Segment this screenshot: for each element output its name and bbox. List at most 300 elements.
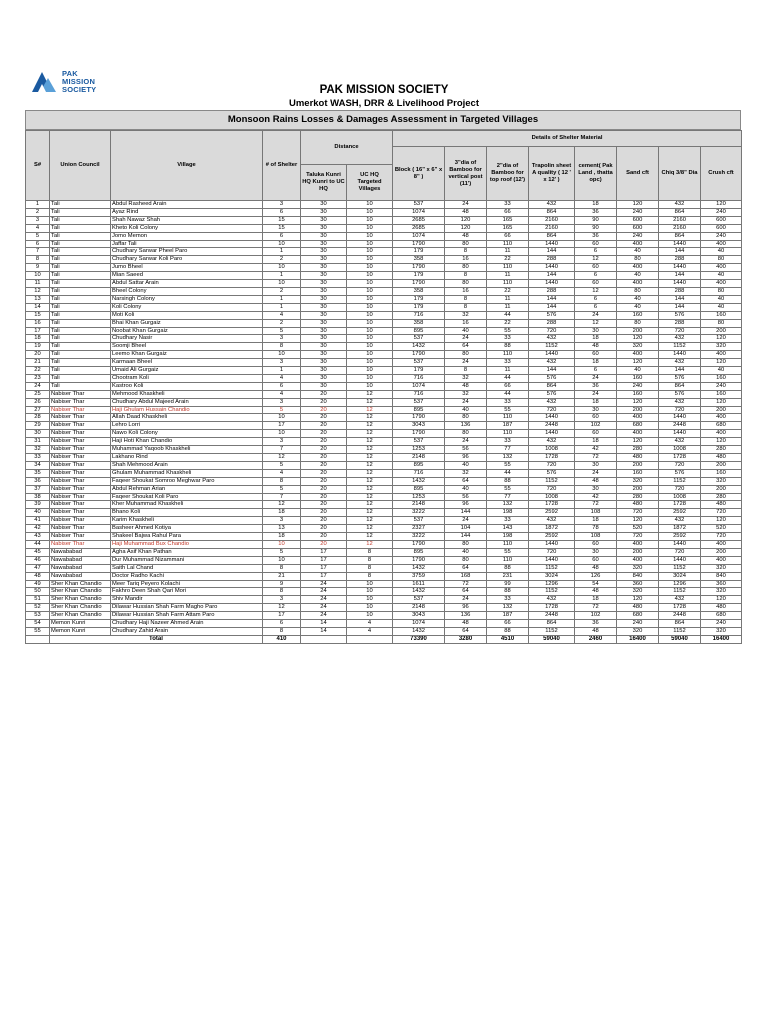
cell-crush: 720 (701, 509, 742, 517)
cell-village: Muhammad Yaqoob Khaskheli (111, 446, 263, 454)
cell-dist-taluka: 30 (301, 264, 347, 272)
cell-dist-taluka: 17 (301, 548, 347, 556)
cell-bamboo-2: 110 (487, 264, 529, 272)
cell-trapolin: 1440 (529, 414, 575, 422)
cell-bamboo-3: 40 (445, 327, 487, 335)
table-row (26, 430, 742, 438)
total-chiq: 59040 (659, 635, 701, 643)
cell-crush: 40 (701, 367, 742, 375)
cell-shelter: 17 (263, 612, 301, 620)
cell-sno: 45 (26, 548, 50, 556)
cell-block: 1253 (393, 493, 445, 501)
cell-dist-taluka: 20 (301, 406, 347, 414)
cell-bamboo-2: 77 (487, 446, 529, 454)
cell-union-council: Tali (50, 264, 111, 272)
cell-dist-uc: 10 (347, 367, 393, 375)
cell-union-council: Sher Khan Chandio (50, 596, 111, 604)
cell-block: 179 (393, 272, 445, 280)
cell-block: 179 (393, 303, 445, 311)
table-row (26, 272, 742, 280)
cell-union-council: Memon Kunri (50, 627, 111, 635)
cell-shelter: 3 (263, 596, 301, 604)
cell-sand: 720 (617, 533, 659, 541)
cell-block: 537 (393, 398, 445, 406)
cell-union-council: Nabiser Thar (50, 461, 111, 469)
cell-trapolin: 2448 (529, 612, 575, 620)
cell-sand: 600 (617, 224, 659, 232)
cell-union-council: Nabiser Thar (50, 430, 111, 438)
cell-crush: 40 (701, 303, 742, 311)
cell-crush: 200 (701, 327, 742, 335)
cell-village: Narsingh Colony (111, 295, 263, 303)
cell-bamboo-2: 88 (487, 477, 529, 485)
cell-bamboo-3: 40 (445, 485, 487, 493)
cell-dist-taluka: 20 (301, 438, 347, 446)
cell-crush: 400 (701, 430, 742, 438)
cell-block: 716 (393, 390, 445, 398)
cell-bamboo-2: 110 (487, 540, 529, 548)
cell-bamboo-3: 24 (445, 517, 487, 525)
cell-chiq: 1440 (659, 280, 701, 288)
cell-shelter: 1 (263, 367, 301, 375)
cell-dist-taluka: 30 (301, 287, 347, 295)
cell-sno: 11 (26, 280, 50, 288)
cell-bamboo-3: 16 (445, 287, 487, 295)
cell-sno: 27 (26, 406, 50, 414)
cell-dist-taluka: 30 (301, 224, 347, 232)
table-row (26, 327, 742, 335)
cell-sand: 400 (617, 264, 659, 272)
cell-union-council: Nabiser Thar (50, 406, 111, 414)
cell-village: Bhai Khan Gurgaiz (111, 319, 263, 327)
cell-sno: 38 (26, 493, 50, 501)
cell-sand: 120 (617, 335, 659, 343)
cell-union-council: Nabiser Thar (50, 540, 111, 548)
cell-sand: 160 (617, 374, 659, 382)
cell-dist-uc: 10 (347, 295, 393, 303)
cell-sno: 39 (26, 501, 50, 509)
cell-village: Leemo Khan Gurgaiz (111, 351, 263, 359)
cell-village: Agha Asif Khan Pathan (111, 548, 263, 556)
cell-sno: 24 (26, 382, 50, 390)
cell-dist-uc: 12 (347, 501, 393, 509)
cell-crush: 600 (701, 216, 742, 224)
cell-bamboo-3: 24 (445, 359, 487, 367)
cell-crush: 280 (701, 446, 742, 454)
col-dist-taluka: Taluka Kunri HQ Kunri to UC HQ (301, 165, 347, 201)
cell-trapolin: 1728 (529, 604, 575, 612)
cell-bamboo-2: 33 (487, 398, 529, 406)
cell-crush: 480 (701, 501, 742, 509)
cell-dist-uc: 12 (347, 533, 393, 541)
table-row (26, 319, 742, 327)
cell-sno: 9 (26, 264, 50, 272)
cell-chiq: 288 (659, 256, 701, 264)
cell-union-council: Nabiser Thar (50, 477, 111, 485)
cell-dist-taluka: 20 (301, 390, 347, 398)
cell-bamboo-3: 120 (445, 216, 487, 224)
cell-union-council: Tali (50, 319, 111, 327)
cell-bamboo-3: 80 (445, 264, 487, 272)
cell-village: Saith Lal Chand (111, 564, 263, 572)
cell-dist-taluka: 20 (301, 517, 347, 525)
cell-block: 1790 (393, 351, 445, 359)
cell-shelter: 15 (263, 216, 301, 224)
cell-sand: 240 (617, 232, 659, 240)
cell-block: 179 (393, 367, 445, 375)
cell-bamboo-2: 110 (487, 280, 529, 288)
cell-union-council: Nabiser Thar (50, 517, 111, 525)
cell-trapolin: 576 (529, 374, 575, 382)
cell-sand: 80 (617, 319, 659, 327)
cell-block: 1253 (393, 446, 445, 454)
cell-crush: 600 (701, 224, 742, 232)
cell-sand: 160 (617, 469, 659, 477)
cell-sand: 400 (617, 540, 659, 548)
cell-trapolin: 576 (529, 390, 575, 398)
cell-dist-uc: 10 (347, 232, 393, 240)
cell-trapolin: 720 (529, 461, 575, 469)
cell-trapolin: 2160 (529, 216, 575, 224)
cell-dist-taluka: 20 (301, 469, 347, 477)
cell-cement: 24 (575, 469, 617, 477)
cell-union-council: Tali (50, 248, 111, 256)
cell-village: Chudhary Haji Nazeer Ahmed Arain (111, 620, 263, 628)
cell-sand: 680 (617, 612, 659, 620)
cell-bamboo-3: 72 (445, 580, 487, 588)
cell-cement: 60 (575, 556, 617, 564)
cell-dist-taluka: 20 (301, 501, 347, 509)
cell-shelter: 2 (263, 287, 301, 295)
cell-sand: 840 (617, 572, 659, 580)
cell-union-council: Nabiser Thar (50, 533, 111, 541)
cell-bamboo-3: 80 (445, 556, 487, 564)
cell-union-council: Tali (50, 295, 111, 303)
table-row (26, 374, 742, 382)
cell-bamboo-2: 66 (487, 620, 529, 628)
cell-union-council: Tali (50, 216, 111, 224)
cell-sno: 49 (26, 580, 50, 588)
cell-crush: 200 (701, 548, 742, 556)
cell-cement: 36 (575, 232, 617, 240)
cell-trapolin: 576 (529, 469, 575, 477)
cell-bamboo-3: 24 (445, 438, 487, 446)
cell-sand: 400 (617, 280, 659, 288)
total-shelter: 410 (263, 635, 301, 643)
cell-village: Chootram Koli (111, 374, 263, 382)
cell-village: Jaffar Tali (111, 240, 263, 248)
cell-cement: 48 (575, 588, 617, 596)
cell-cement: 60 (575, 430, 617, 438)
cell-trapolin: 576 (529, 311, 575, 319)
cell-chiq: 432 (659, 335, 701, 343)
cell-sno: 47 (26, 564, 50, 572)
project-name: Umerkot WASH, DRR & Livelihood Project (288, 98, 480, 109)
cell-cement: 102 (575, 612, 617, 620)
cell-cement: 18 (575, 596, 617, 604)
cell-shelter: 5 (263, 485, 301, 493)
cell-dist-taluka: 30 (301, 272, 347, 280)
cell-sand: 120 (617, 438, 659, 446)
cell-crush: 680 (701, 612, 742, 620)
cell-crush: 160 (701, 311, 742, 319)
cell-chiq: 288 (659, 287, 701, 295)
cell-trapolin: 144 (529, 303, 575, 311)
cell-village: Chudhary Nasir (111, 335, 263, 343)
table-row (26, 335, 742, 343)
cell-dist-uc: 12 (347, 446, 393, 454)
cell-sno: 16 (26, 319, 50, 327)
cell-cement: 60 (575, 414, 617, 422)
cell-union-council: Nabiser Thar (50, 485, 111, 493)
cell-dist-taluka: 30 (301, 280, 347, 288)
cell-bamboo-3: 96 (445, 501, 487, 509)
cell-cement: 48 (575, 343, 617, 351)
cell-union-council: Nabiser Thar (50, 422, 111, 430)
cell-bamboo-3: 80 (445, 414, 487, 422)
cell-union-council: Tali (50, 303, 111, 311)
cell-crush: 400 (701, 351, 742, 359)
cell-village: Dilawar Hussian Shah Farm Attam Paro (111, 612, 263, 620)
table-row (26, 477, 742, 485)
cell-village: Mian Saeed (111, 272, 263, 280)
cell-crush: 240 (701, 208, 742, 216)
cell-chiq: 144 (659, 303, 701, 311)
total-block: 73390 (393, 635, 445, 643)
cell-block: 1074 (393, 620, 445, 628)
cell-sno: 46 (26, 556, 50, 564)
col-distance: Distance (301, 131, 393, 165)
cell-dist-taluka: 17 (301, 572, 347, 580)
cell-dist-taluka: 20 (301, 398, 347, 406)
cell-crush: 320 (701, 477, 742, 485)
col-sno: S# (26, 131, 50, 201)
cell-cement: 18 (575, 438, 617, 446)
cell-dist-taluka: 14 (301, 627, 347, 635)
cell-sno: 22 (26, 367, 50, 375)
cell-dist-taluka: 20 (301, 509, 347, 517)
cell-union-council: Nawababad (50, 548, 111, 556)
cell-trapolin: 144 (529, 295, 575, 303)
cell-shelter: 21 (263, 572, 301, 580)
cell-union-council: Tali (50, 232, 111, 240)
col-dist-uc: UC HQ Targeted Villages (347, 165, 393, 201)
cell-dist-taluka: 20 (301, 414, 347, 422)
cell-crush: 120 (701, 201, 742, 209)
cell-sno: 18 (26, 335, 50, 343)
cell-shelter: 1 (263, 248, 301, 256)
cell-block: 3222 (393, 509, 445, 517)
cell-shelter: 1 (263, 295, 301, 303)
cell-dist-taluka: 24 (301, 612, 347, 620)
cell-sand: 80 (617, 256, 659, 264)
cell-shelter: 17 (263, 422, 301, 430)
cell-village: Koli Colony (111, 303, 263, 311)
cell-union-council: Sher Khan Chandio (50, 604, 111, 612)
cell-union-council: Tali (50, 280, 111, 288)
cell-bamboo-3: 56 (445, 493, 487, 501)
cell-block: 895 (393, 327, 445, 335)
table-row (26, 620, 742, 628)
cell-bamboo-2: 22 (487, 256, 529, 264)
cell-sno: 44 (26, 540, 50, 548)
cell-shelter: 4 (263, 311, 301, 319)
cell-dist-uc: 10 (347, 343, 393, 351)
cell-trapolin: 1440 (529, 540, 575, 548)
cell-union-council: Tali (50, 272, 111, 280)
cell-shelter: 10 (263, 351, 301, 359)
cell-sand: 480 (617, 604, 659, 612)
cell-union-council: Tali (50, 367, 111, 375)
cell-chiq: 1440 (659, 351, 701, 359)
table-row (26, 501, 742, 509)
cell-crush: 320 (701, 627, 742, 635)
cell-chiq: 432 (659, 359, 701, 367)
cell-dist-uc: 12 (347, 422, 393, 430)
table-row (26, 533, 742, 541)
cell-bamboo-2: 22 (487, 287, 529, 295)
cell-union-council: Nabiser Thar (50, 525, 111, 533)
cell-chiq: 1008 (659, 493, 701, 501)
cell-dist-uc: 10 (347, 327, 393, 335)
cell-chiq: 1152 (659, 627, 701, 635)
cell-sand: 120 (617, 359, 659, 367)
cell-sno: 43 (26, 533, 50, 541)
cell-sand: 160 (617, 311, 659, 319)
cell-crush: 400 (701, 540, 742, 548)
cell-block: 1432 (393, 564, 445, 572)
cell-cement: 60 (575, 351, 617, 359)
cell-union-council: Tali (50, 240, 111, 248)
cell-sand: 240 (617, 208, 659, 216)
cell-chiq: 1440 (659, 540, 701, 548)
cell-chiq: 2592 (659, 533, 701, 541)
cell-block: 1611 (393, 580, 445, 588)
cell-cement: 12 (575, 256, 617, 264)
cell-trapolin: 432 (529, 359, 575, 367)
cell-village: Abdul Rasheed Arain (111, 201, 263, 209)
cell-dist-uc: 12 (347, 485, 393, 493)
cell-cement: 108 (575, 533, 617, 541)
cell-chiq: 720 (659, 485, 701, 493)
cell-crush: 400 (701, 264, 742, 272)
cell-sno: 13 (26, 295, 50, 303)
cell-cement: 36 (575, 208, 617, 216)
cell-dist-uc: 8 (347, 564, 393, 572)
cell-shelter: 1 (263, 272, 301, 280)
cell-sno: 31 (26, 438, 50, 446)
cell-dist-uc: 10 (347, 303, 393, 311)
cell-union-council: Tali (50, 208, 111, 216)
cell-union-council: Tali (50, 374, 111, 382)
cell-shelter: 12 (263, 454, 301, 462)
cell-dist-uc: 10 (347, 216, 393, 224)
cell-cement: 24 (575, 311, 617, 319)
cell-chiq: 1440 (659, 430, 701, 438)
cell-bamboo-3: 8 (445, 295, 487, 303)
cell-block: 716 (393, 469, 445, 477)
cell-chiq: 864 (659, 208, 701, 216)
cell-chiq: 1440 (659, 556, 701, 564)
table-row (26, 556, 742, 564)
cell-union-council: Nawababad (50, 572, 111, 580)
cell-bamboo-2: 99 (487, 580, 529, 588)
cell-block: 1432 (393, 627, 445, 635)
cell-shelter: 2 (263, 256, 301, 264)
cell-sno: 32 (26, 446, 50, 454)
table-row (26, 596, 742, 604)
cell-sno: 7 (26, 248, 50, 256)
cell-shelter: 10 (263, 414, 301, 422)
cell-union-council: Tali (50, 343, 111, 351)
cell-bamboo-3: 64 (445, 343, 487, 351)
cell-village: Lehro Lorri (111, 422, 263, 430)
cell-block: 179 (393, 295, 445, 303)
cell-bamboo-3: 8 (445, 248, 487, 256)
cell-sand: 400 (617, 351, 659, 359)
cell-cement: 36 (575, 382, 617, 390)
cell-village: Dilawar Hussian Shah Farm Magho Paro (111, 604, 263, 612)
cell-sand: 120 (617, 398, 659, 406)
cell-sand: 200 (617, 461, 659, 469)
cell-chiq: 1152 (659, 343, 701, 351)
table-row (26, 248, 742, 256)
table-row (26, 548, 742, 556)
cell-dist-uc: 10 (347, 382, 393, 390)
cell-union-council: Tali (50, 382, 111, 390)
cell-village: Jumo Bheel (111, 264, 263, 272)
cell-shelter: 10 (263, 540, 301, 548)
cell-sno: 3 (26, 216, 50, 224)
table-row (26, 588, 742, 596)
cell-chiq: 576 (659, 469, 701, 477)
cell-sand: 480 (617, 501, 659, 509)
cell-trapolin: 864 (529, 382, 575, 390)
cell-block: 1074 (393, 232, 445, 240)
cell-crush: 360 (701, 580, 742, 588)
cell-union-council: Nabiser Thar (50, 398, 111, 406)
cell-dist-uc: 12 (347, 406, 393, 414)
cell-cement: 72 (575, 501, 617, 509)
cell-bamboo-3: 64 (445, 564, 487, 572)
cell-bamboo-3: 80 (445, 351, 487, 359)
cell-union-council: Nawababad (50, 564, 111, 572)
cell-dist-taluka: 30 (301, 382, 347, 390)
cell-block: 537 (393, 517, 445, 525)
cell-dist-uc: 8 (347, 548, 393, 556)
cell-village: Chudhary Sarwar Koli Paro (111, 256, 263, 264)
cell-cement: 42 (575, 446, 617, 454)
cell-crush: 680 (701, 422, 742, 430)
cell-dist-uc: 10 (347, 612, 393, 620)
cell-block: 716 (393, 311, 445, 319)
cell-sand: 160 (617, 390, 659, 398)
cell-sand: 120 (617, 517, 659, 525)
cell-dist-uc: 10 (347, 359, 393, 367)
cell-cement: 48 (575, 564, 617, 572)
col-bamboo-3: 3"dia of Bamboo for vertical post (11') (445, 147, 487, 201)
cell-cement: 42 (575, 493, 617, 501)
cell-cement: 60 (575, 264, 617, 272)
cell-trapolin: 432 (529, 517, 575, 525)
cell-cement: 24 (575, 390, 617, 398)
cell-bamboo-3: 16 (445, 256, 487, 264)
table-row (26, 469, 742, 477)
cell-cement: 12 (575, 319, 617, 327)
cell-bamboo-3: 8 (445, 272, 487, 280)
cell-dist-taluka: 30 (301, 343, 347, 351)
cell-bamboo-3: 24 (445, 398, 487, 406)
